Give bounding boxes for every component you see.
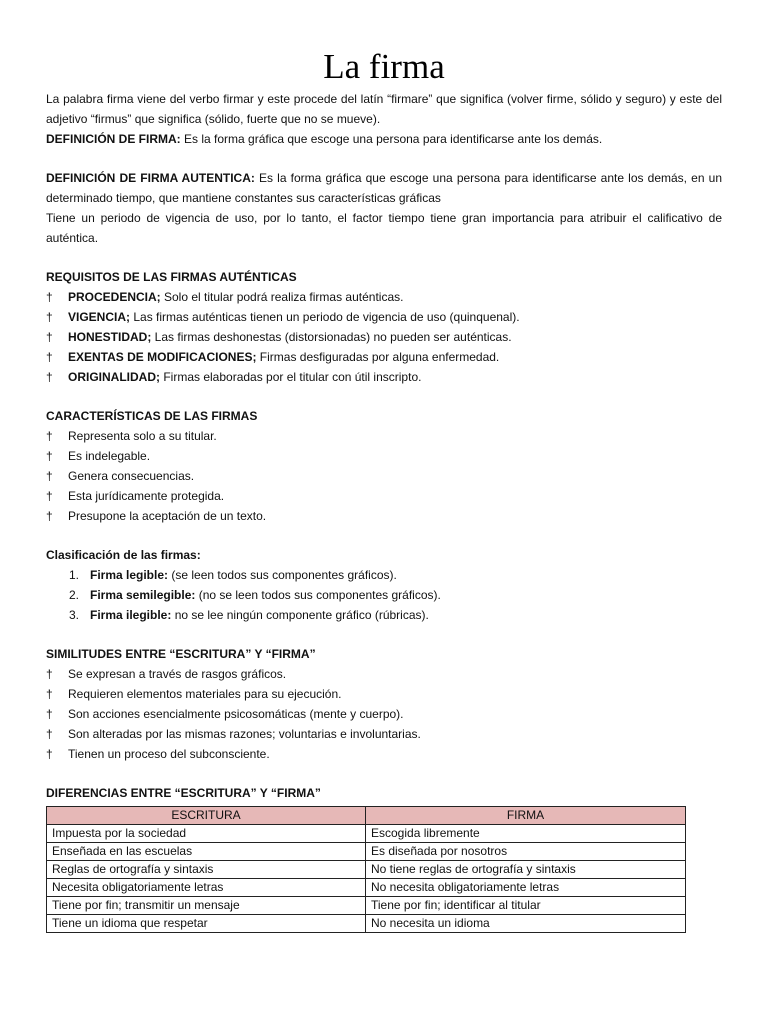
dagger-bullet-icon: † [46,290,53,304]
intro-paragraph: La palabra firma viene del verbo firmar y este procede del latín “firmare” que significa (volver firme, sólido y seguro) y este del adjetivo “firmus” que significa (sólido, fuerte que no se mueve). [46,92,722,126]
dagger-bullet-icon: † [46,469,53,483]
table-cell: No necesita obligatoriamente letras [366,879,686,897]
dagger-bullet-icon: † [46,330,53,344]
table-cell: Tiene un idioma que respetar [47,915,366,933]
dagger-bullet-icon: † [46,727,53,741]
list-item: † Se expresan a través de rasgos gráficos. [46,664,722,684]
clasificacion-heading: Clasificación de las firmas: [46,548,201,562]
list-item: 2. Firma semilegible: (no se leen todos sus componentes gráficos). [69,588,441,602]
authentic-definition-text: Es la forma gráfica que escoge una persona para identificarse ante los demás, en un determinado tiempo, que mantiene constantes sus características gráficas [46,171,722,205]
table-row [47,861,686,879]
list-item: † Esta jurídicamente protegida. [46,486,722,506]
list-item: † VIGENCIA; Las firmas auténticas tienen un periodo de vigencia de uso (quinquenal). [46,307,722,327]
caracteristicas-heading: CARACTERÍSTICAS DE LAS FIRMAS [46,409,258,423]
dagger-bullet-icon: † [46,370,53,384]
list-item: † EXENTAS DE MODIFICACIONES; Firmas desfiguradas por alguna enfermedad. [46,347,722,367]
diferencias-heading: DIFERENCIAS ENTRE “ESCRITURA” Y “FIRMA” [46,786,321,800]
table-cell: No necesita un idioma [366,915,686,933]
definition-text: Es la forma gráfica que escoge una persona para identificarse ante los demás. [180,132,603,146]
list-item: † Es indelegable. [46,446,722,466]
list-item: † PROCEDENCIA; Solo el titular podrá realiza firmas auténticas. [46,287,722,307]
dagger-bullet-icon: † [46,687,53,701]
column-header: ESCRITURA [47,807,366,825]
table-row [47,825,686,843]
table-header-row [47,807,686,825]
table-cell: Escogida libremente [366,825,686,843]
dagger-bullet-icon: † [46,350,53,364]
table-row [47,915,686,933]
similitudes-heading: SIMILITUDES ENTRE “ESCRITURA” Y “FIRMA” [46,647,316,661]
list-item: † ORIGINALIDAD; Firmas elaboradas por el titular con útil inscripto. [46,367,722,387]
list-item: † Genera consecuencias. [46,466,722,486]
list-item: † Presupone la aceptación de un texto. [46,506,722,526]
list-item: † Son acciones esencialmente psicosomáticas (mente y cuerpo). [46,704,722,724]
dagger-bullet-icon: † [46,429,53,443]
requisitos-heading: REQUISITOS DE LAS FIRMAS AUTÉNTICAS [46,270,297,284]
dagger-bullet-icon: † [46,489,53,503]
authentic-definition-paragraph [46,168,722,208]
table-cell: Tiene por fin; identificar al titular [366,897,686,915]
table-row [47,843,686,861]
definition-label: DEFINICIÓN DE FIRMA: [46,132,181,146]
page-title: La firma [323,47,445,86]
list-item: † Tienen un proceso del subconsciente. [46,744,722,764]
table-cell: Impuesta por la sociedad [47,825,366,843]
table-cell: Reglas de ortografía y sintaxis [47,861,366,879]
list-item: † HONESTIDAD; Las firmas deshonestas (distorsionadas) no pueden ser auténticas. [46,327,722,347]
dagger-bullet-icon: † [46,707,53,721]
dagger-bullet-icon: † [46,310,53,324]
dagger-bullet-icon: † [46,667,53,681]
diferencias-table [46,806,686,933]
clasificacion-list [46,565,722,625]
table-cell: Enseñada en las escuelas [47,843,366,861]
requisitos-list [46,287,722,387]
validity-paragraph: Tiene un periodo de vigencia de uso, por lo tanto, el factor tiempo tiene gran importancia para atribuir el calificativo de auténtica. [46,211,722,245]
document-body [46,89,722,933]
dagger-bullet-icon: † [46,747,53,761]
list-item: † Representa solo a su titular. [46,426,722,446]
table-cell: Necesita obligatoriamente letras [47,879,366,897]
table-cell: Es diseñada por nosotros [366,843,686,861]
authentic-definition-label: DEFINICIÓN DE FIRMA AUTENTICA: [46,171,255,185]
table-cell: No tiene reglas de ortografía y sintaxis [366,861,686,879]
dagger-bullet-icon: † [46,509,53,523]
similitudes-list [46,664,722,764]
definition-paragraph [46,129,722,149]
table-cell: Tiene por fin; transmitir un mensaje [47,897,366,915]
caracteristicas-list [46,426,722,526]
table-row [47,897,686,915]
list-item: † Requieren elementos materiales para su ejecución. [46,684,722,704]
dagger-bullet-icon: † [46,449,53,463]
list-item: † Son alteradas por las mismas razones; voluntarias e involuntarias. [46,724,722,744]
list-item: 3. Firma ilegible: no se lee ningún componente gráfico (rúbricas). [69,608,429,622]
table-row [47,879,686,897]
list-item: 1. Firma legible: (se leen todos sus componentes gráficos). [69,568,397,582]
column-header: FIRMA [366,807,686,825]
